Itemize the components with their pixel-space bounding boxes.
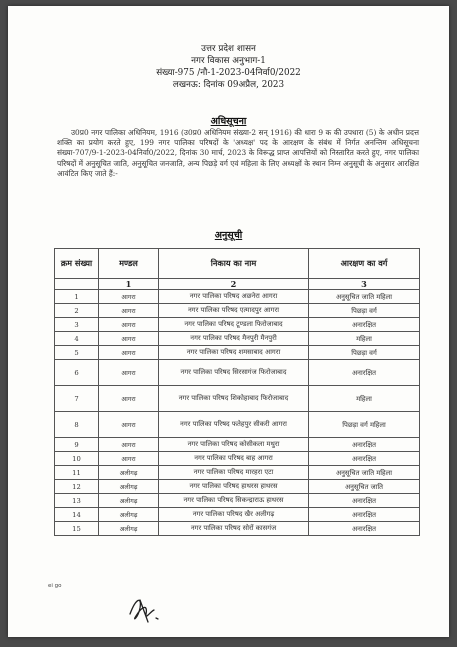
serial-cell: 12 <box>55 480 99 494</box>
mandal-cell: आगरा <box>99 290 159 304</box>
notice-paragraph: उ0प्र0 नगर पालिका अधिनियम, 1916 (उ0प्र0 अधिनियम संख्या-2 सन् 1916) की धारा 9 क की उपधारा (5) के अधीन प्रदत्त शक्ति का प्रयोग करते हुए, 199 नगर पालिका परिषदों के 'अध्यक्ष' पद के आरक्षण के संबंध में निर्गत अनन्तिम अधिसूचना संख्या-707/9-1-2023-04निर्वा0/2022, दिनांक 30 मार्च, 2023 के विरूद्ध प्राप्त आपत्तियों को निस्तारित करते हुए, नगर पालिका परिषदों में अनुसूचित जाति, अनुसूचित जनजाति, अन्य पिछड़े वर्ग एवं महिला के लिए अध्यक्षों के स्थान निम्न अनुसूची के अनुसार आरक्षित आवंटित किए जाते हैं:- <box>57 128 419 178</box>
reservation-cell: अनुसूचित जाति <box>309 480 420 494</box>
body-name-cell: नगर पालिका परिषद कोसीकला मथुरा <box>159 438 309 452</box>
table-row <box>55 318 420 332</box>
serial-cell: 7 <box>55 386 99 412</box>
table-row <box>55 304 420 318</box>
serial-cell: 6 <box>55 360 99 386</box>
header-date: लखनऊ: दिनांक 09अप्रैल, 2023 <box>172 80 285 90</box>
body-name-cell: नगर पालिका परिषद अछनेरा आगरा <box>159 290 309 304</box>
header-reference-number: संख्या-975 /नौ-1-2023-04निर्वा0/2022 <box>156 68 301 78</box>
mandal-cell: अलीगढ़ <box>99 480 159 494</box>
serial-cell: 14 <box>55 508 99 522</box>
table-row <box>55 412 420 438</box>
serial-cell: 1 <box>55 290 99 304</box>
col-header-serial: क्रम संख्या <box>55 249 99 279</box>
signature <box>126 592 168 628</box>
reservation-cell: पिछड़ा वर्ग <box>309 346 420 360</box>
table-row <box>55 522 420 536</box>
col-number: 1 <box>99 279 159 290</box>
mandal-cell: अलीगढ़ <box>99 466 159 480</box>
body-name-cell: नगर पालिका परिषद टूण्डला फिरोजाबाद <box>159 318 309 332</box>
col-number: 3 <box>309 279 420 290</box>
body-name-cell: नगर पालिका परिषद सिकन्द्राराऊ हाथरस <box>159 494 309 508</box>
mandal-cell: आगरा <box>99 386 159 412</box>
mandal-cell: आगरा <box>99 332 159 346</box>
mandal-cell: आगरा <box>99 438 159 452</box>
mandal-cell: आगरा <box>99 346 159 360</box>
reservation-cell: अनारक्षित <box>309 438 420 452</box>
mandal-cell: अलीगढ़ <box>99 508 159 522</box>
body-name-cell: नगर पालिका परिषद मारहरा एटा <box>159 466 309 480</box>
reservation-cell: महिला <box>309 386 420 412</box>
reservation-cell: पिछड़ा वर्ग महिला <box>309 412 420 438</box>
reservation-cell: अनुसूचित जाति महिला <box>309 466 420 480</box>
mandal-cell: आगरा <box>99 318 159 332</box>
body-name-cell: नगर पालिका परिषद सोरों कासगंज <box>159 522 309 536</box>
table-row <box>55 360 420 386</box>
table-col-number-row <box>55 279 420 290</box>
body-name-cell: नगर पालिका परिषद हाथरस हाथरस <box>159 480 309 494</box>
col-number <box>55 279 99 290</box>
col-header-reservation: आरक्षण का वर्ग <box>309 249 420 279</box>
table-row <box>55 494 420 508</box>
table-row <box>55 452 420 466</box>
serial-cell: 8 <box>55 412 99 438</box>
serial-cell: 11 <box>55 466 99 480</box>
reservation-cell: अनारक्षित <box>309 494 420 508</box>
table-row <box>55 332 420 346</box>
header-department: नगर विकास अनुभाग-1 <box>191 56 266 66</box>
reservation-cell: अनुसूचित जाति महिला <box>309 290 420 304</box>
table-header-row <box>55 249 420 279</box>
reservation-cell: अनारक्षित <box>309 318 420 332</box>
reservation-cell: अनारक्षित <box>309 452 420 466</box>
mandal-cell: आगरा <box>99 360 159 386</box>
body-name-cell: नगर पालिका परिषद मैनपुरी मैनपुरी <box>159 332 309 346</box>
body-name-cell: नगर पालिका परिषद फतेहपुर सीकरी आगरा <box>159 412 309 438</box>
col-header-body-name: निकाय का नाम <box>159 249 309 279</box>
serial-cell: 2 <box>55 304 99 318</box>
serial-cell: 9 <box>55 438 99 452</box>
reservation-cell: अनारक्षित <box>309 508 420 522</box>
table-row <box>55 438 420 452</box>
serial-cell: 13 <box>55 494 99 508</box>
body-name-cell: नगर पालिका परिषद खैर अलीगढ़ <box>159 508 309 522</box>
reservation-cell: अनारक्षित <box>309 360 420 386</box>
reservation-cell: अनारक्षित <box>309 522 420 536</box>
body-name-cell: नगर पालिका परिषद शिकोहाबाद फिरोजाबाद <box>159 386 309 412</box>
table-row <box>55 466 420 480</box>
serial-cell: 15 <box>55 522 99 536</box>
mandal-cell: अलीगढ़ <box>99 494 159 508</box>
body-name-cell: नगर पालिका परिषद शमसाबाद आगरा <box>159 346 309 360</box>
document-page <box>8 6 449 637</box>
reservation-table <box>54 248 420 536</box>
body-name-cell: नगर पालिका परिषद बाह आगरा <box>159 452 309 466</box>
serial-cell: 4 <box>55 332 99 346</box>
mandal-cell: आगरा <box>99 452 159 466</box>
table-row <box>55 480 420 494</box>
reservation-cell: पिछड़ा वर्ग <box>309 304 420 318</box>
serial-cell: 3 <box>55 318 99 332</box>
mandal-cell: आगरा <box>99 412 159 438</box>
table-row <box>55 508 420 522</box>
table-row <box>55 290 420 304</box>
serial-cell: 10 <box>55 452 99 466</box>
body-name-cell: नगर पालिका परिषद सिरसागंज फिरोजाबाद <box>159 360 309 386</box>
footer-note: ei go <box>48 583 62 589</box>
mandal-cell: अलीगढ़ <box>99 522 159 536</box>
schedule-title: अनुसूची <box>214 230 243 241</box>
col-number: 2 <box>159 279 309 290</box>
table-row <box>55 346 420 360</box>
reservation-cell: महिला <box>309 332 420 346</box>
serial-cell: 5 <box>55 346 99 360</box>
notice-title: अधिसूचना <box>210 116 247 127</box>
mandal-cell: आगरा <box>99 304 159 318</box>
col-header-mandal: मण्डल <box>99 249 159 279</box>
body-name-cell: नगर पालिका परिषद एत्मादपुर आगरा <box>159 304 309 318</box>
header-govt: उत्तर प्रदेश शासन <box>201 44 256 54</box>
table-row <box>55 386 420 412</box>
